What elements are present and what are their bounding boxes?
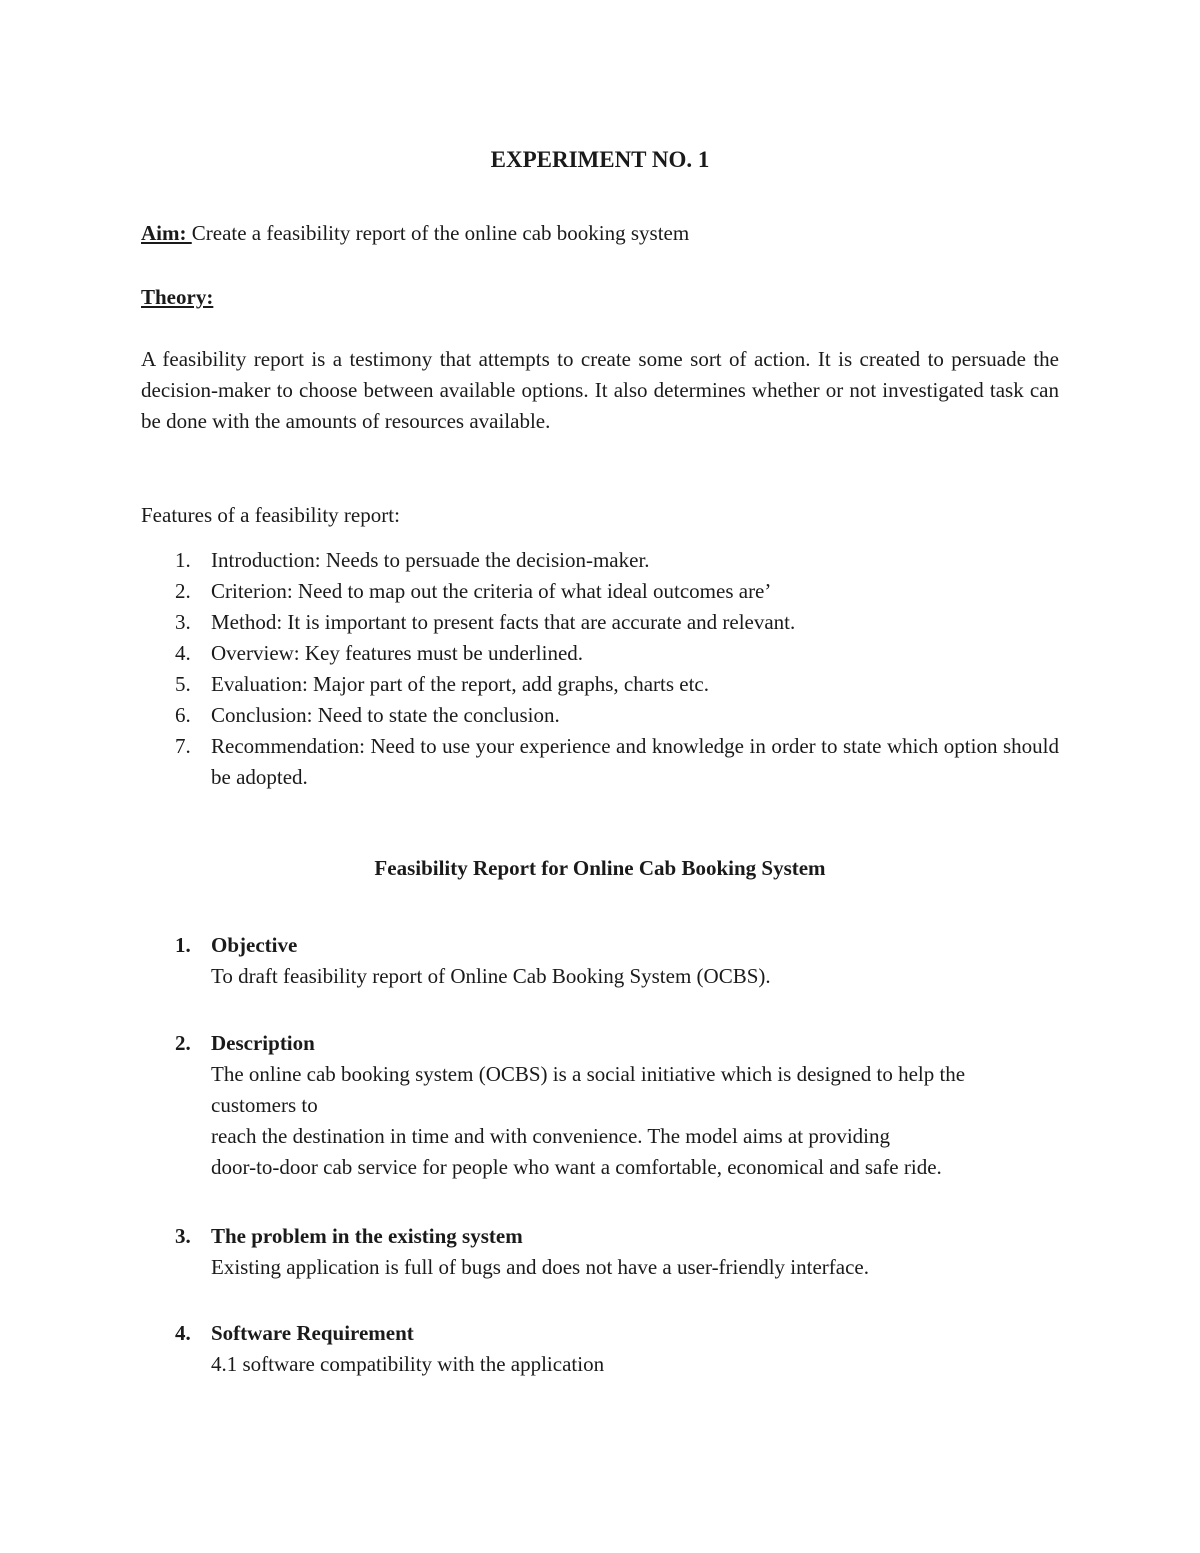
section-item: 4. Software Requirement 4.1 software compatibility with the application [141,1318,1059,1380]
section-title: The problem in the existing system [211,1224,523,1248]
theory-label: Theory: [141,285,214,309]
theory-heading [141,282,1059,313]
aim-text: Create a feasibility report of the online cab booking system [191,221,690,245]
section-line: door-to-door cab service for people who want a comfortable, economical and safe ride. [211,1155,942,1179]
section-line: The online cab booking system (OCBS) is a social initiative which is designed to help the [211,1062,966,1086]
aim-label: Aim: [141,221,192,245]
report-section-4 [141,1318,1059,1380]
section-line: 4.1 software compatibility with the application [211,1352,605,1376]
section-line: To draft feasibility report of Online Cab Booking System (OCBS). [211,964,771,988]
list-item: 1. Introduction: Needs to persuade the decision-maker. [175,548,650,572]
list-item: 6. Conclusion: Need to state the conclusion. [175,703,560,727]
features-heading: Features of a feasibility report: [141,503,400,527]
list-item: 5. Evaluation: Major part of the report, add graphs, charts etc. [175,672,709,696]
report-section-2 [141,1028,1059,1183]
aim-line [141,218,1059,249]
section-item: 3. The problem in the existing system Existing application is full of bugs and does not have a user-friendly interface. [141,1221,1059,1283]
report-title: Feasibility Report for Online Cab Booking System [374,856,826,880]
section-line: customers to [211,1093,318,1117]
list-item: 4. Overview: Key features must be underlined. [175,641,584,665]
report-section-3 [141,1221,1059,1283]
list-item: 2. Criterion: Need to map out the criteria of what ideal outcomes are’ [175,579,772,603]
features-list [141,545,1059,793]
list-item: 7. Recommendation: Need to use your experience and knowledge in order to state which option should be adopted. [175,734,1059,789]
section-item: 1. Objective To draft feasibility report of Online Cab Booking System (OCBS). [141,930,1059,992]
page-title: EXPERIMENT NO. 1 [490,147,710,172]
section-title: Description [211,1031,315,1055]
theory-paragraph: A feasibility report is a testimony that attempts to create some sort of action. It is created to persuade the decision-maker to choose between available options. It also determines whether or not investigated task can be done with the amounts of resources available. [141,347,1059,433]
list-item: 3. Method: It is important to present facts that are accurate and relevant. [175,610,796,634]
section-line: reach the destination in time and with convenience. The model aims at providing [211,1124,891,1148]
report-section-1 [141,930,1059,992]
section-title: Objective [211,933,298,957]
section-title: Software Requirement [211,1321,414,1345]
section-line: Existing application is full of bugs and does not have a user-friendly interface. [211,1255,869,1279]
section-item: 2. Description The online cab booking system (OCBS) is a social initiative which is designed to help the customers to reach the destination in time and with convenience. The model aims at providing door-to-door cab service for people who want a comfortable, economical and safe ride. [141,1028,1059,1183]
